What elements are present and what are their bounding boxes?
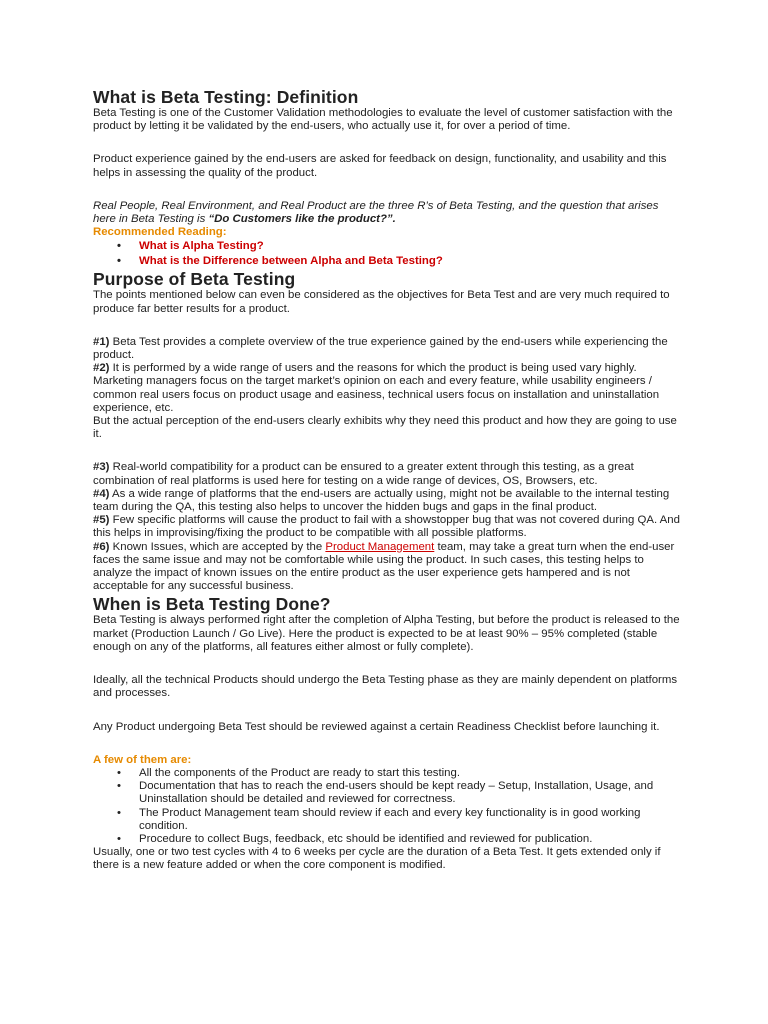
recommended-reading-label: Recommended Reading: <box>93 226 227 239</box>
when-paragraph-2: Ideally, all the technical Products should undergo the Beta Testing phase as they are mainly dependent on platforms and processes. <box>93 674 678 700</box>
list-item: • The Product Management team should review if each and every key functionality is in good working condition. <box>93 807 683 833</box>
point-number: #1) <box>93 335 110 348</box>
closing-paragraph: Usually, one or two test cycles with 4 to 6 weeks per cycle are the duration of a Beta Test. It gets extended only if there is a new feature added or when the core component is modified. <box>93 846 661 872</box>
point-text: Known Issues, which are accepted by the <box>109 540 326 553</box>
heading-definition: What is Beta Testing: Definition <box>93 87 359 107</box>
definition-paragraph-1: Beta Testing is one of the Customer Validation methodologies to evaluate the level of customer satisfaction with the product by letting it be validated by the end-users, who actually use it, for over a period of time. <box>93 107 673 133</box>
point-number: #5) <box>93 514 110 527</box>
three-rs-text: Real People, Real Environment, and Real Product are the three R’s of Beta Testing, and the question that arises here in Beta Testing is <box>93 199 659 226</box>
purpose-point-3 <box>93 461 683 487</box>
point-text: It is performed by a wide range of users and the reasons for which the product is being used vary highly. Marketing managers focus on the target market’s opinion on each and every feature, while usability engineers / common real users focus on product usage and easiness, technical users focus on installation and uninstallation experience, etc. <box>93 362 660 414</box>
purpose-point-1 <box>93 336 683 362</box>
purpose-point-2-continued: But the actual perception of the end-users clearly exhibits why they need this product and how they are going to use it. <box>93 415 677 441</box>
point-number: #2) <box>93 362 110 375</box>
link-alpha-testing[interactable]: • What is Alpha Testing? <box>93 239 683 254</box>
definition-paragraph-3 <box>93 200 683 226</box>
heading-purpose: Purpose of Beta Testing <box>93 269 296 290</box>
point-number: #4) <box>93 487 110 500</box>
readiness-checklist <box>93 767 683 846</box>
purpose-point-4 <box>93 488 683 514</box>
point-text: Real-world compatibility for a product can be ensured to a greater extent through this testing, as a great combination of real platforms is used here for testing on a wide range of devices, OS, Browsers, etc. <box>93 461 634 487</box>
purpose-point-5 <box>93 514 683 540</box>
point-text: Few specific platforms will cause the product to fail with a showstopper bug that was not covered during QA. And this helps in improvising/fixing the product to be compatible with all possible platforms. <box>93 514 680 540</box>
few-of-them-label: A few of them are: <box>93 753 192 766</box>
list-item: • Documentation that has to reach the end-users should be kept ready – Setup, Installation, Usage, and Uninstallation should be detailed and reviewed for correctness. <box>93 780 683 806</box>
customer-question: “Do Customers like the product?”. <box>208 213 396 226</box>
list-item: • Procedure to collect Bugs, feedback, etc should be identified and reviewed for publication. <box>93 833 683 846</box>
purpose-point-2 <box>93 362 683 415</box>
point-text: As a wide range of platforms that the end-users are actually using, might not be available to the internal testing team during the QA, this testing also helps to uncover the hidden bugs and gaps in the final product. <box>93 487 670 514</box>
recommended-reading-list <box>93 239 683 268</box>
purpose-point-6 <box>93 541 683 594</box>
when-paragraph-1: Beta Testing is always performed right after the completion of Alpha Testing, but before the product is released to the market (Production Launch / Go Live). Here the product is expected to be at least 90% – 95% completed (stable enough on any of the platforms, all features either almost or fully complete). <box>93 614 680 653</box>
list-item: • All the components of the Product are ready to start this testing. <box>93 767 683 780</box>
point-text: team, may take a great turn when the end-user faces the same issue and may not be comfortable while using the product. In such cases, this testing helps to analyze the impact of known issues on the entire product as the user experience gets hampered and is not acceptable for any successful business. <box>93 540 675 593</box>
point-number: #3) <box>93 461 110 474</box>
point-text: Beta Test provides a complete overview of the true experience gained by the end-users while experiencing the product. <box>93 335 668 362</box>
product-management-link[interactable]: Product Management <box>325 540 435 553</box>
definition-paragraph-2: Product experience gained by the end-users are asked for feedback on design, functionality, and usability and this helps in assessing the quality of the product. <box>93 153 667 179</box>
link-alpha-vs-beta[interactable]: • What is the Difference between Alpha and Beta Testing? <box>93 254 683 269</box>
document-page <box>93 87 683 873</box>
when-paragraph-3: Any Product undergoing Beta Test should be reviewed against a certain Readiness Checklist before launching it. <box>93 720 660 733</box>
point-number: #6) <box>93 540 110 553</box>
purpose-intro: The points mentioned below can even be considered as the objectives for Beta Test and are very much required to produce far better results for a product. <box>93 289 670 315</box>
heading-when-done: When is Beta Testing Done? <box>93 594 331 615</box>
